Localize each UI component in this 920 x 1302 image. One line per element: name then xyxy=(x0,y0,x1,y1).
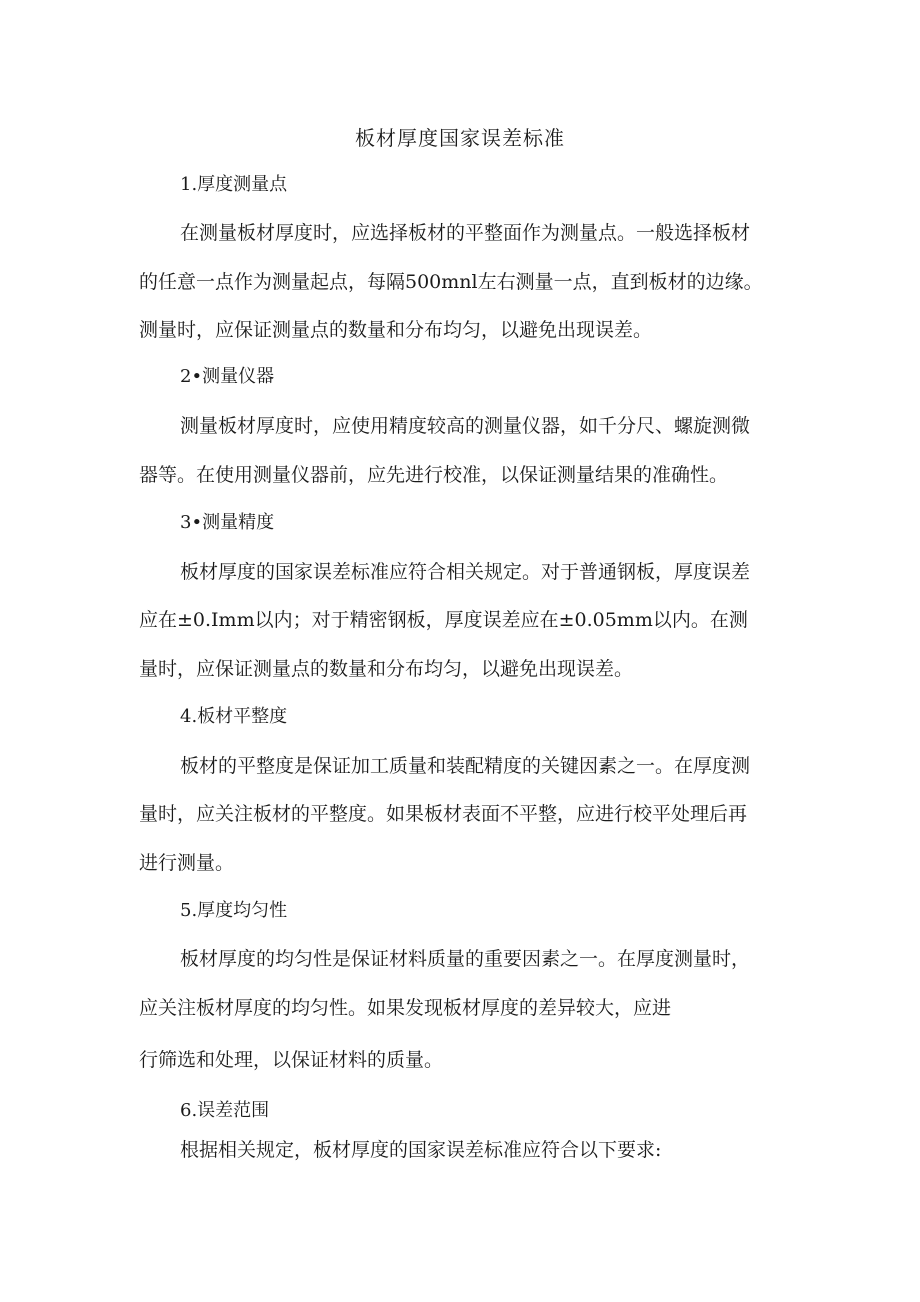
paragraph-line: 进行测量。 xyxy=(139,852,235,874)
paragraph-line: 的任意一点作为测量起点，每隔500mnl左右测量一点，直到板材的边缘。 xyxy=(139,271,763,293)
section-heading-6: 6.误差范围 xyxy=(180,1100,270,1121)
section-heading-2: 2•测量仪器 xyxy=(180,366,275,387)
paragraph-line: 板材的平整度是保证加工质量和装配精度的关键因素之一。在厚度测 xyxy=(180,755,751,777)
paragraph-line: 测量板材厚度时，应使用精度较高的测量仪器，如千分尺、螺旋测微 xyxy=(180,415,751,437)
paragraph-line: 量时，应保证测量点的数量和分布均匀，以避免出现误差。 xyxy=(139,658,634,680)
paragraph-line: 器等。在使用测量仪器前，应先进行校准，以保证测量结果的准确性。 xyxy=(139,464,729,486)
section-heading-1: 1.厚度测量点 xyxy=(180,174,288,195)
paragraph-line: 在测量板材厚度时，应选择板材的平整面作为测量点。一般选择板材 xyxy=(180,222,751,244)
paragraph-line: 板材厚度的均匀性是保证材料质量的重要因素之一。在厚度测量时， xyxy=(180,948,751,970)
paragraph-line: 板材厚度的国家误差标准应符合相关规定。对于普通钢板，厚度误差 xyxy=(180,561,751,583)
paragraph-line: 测量时，应保证测量点的数量和分布均匀，以避免出现误差。 xyxy=(139,319,653,341)
paragraph-line: 应关注板材厚度的均匀性。如果发现板材厚度的差异较大，应进 xyxy=(139,997,672,1019)
paragraph-line: 行筛选和处理，以保证材料的质量。 xyxy=(139,1049,444,1071)
section-heading-3: 3•测量精度 xyxy=(180,512,275,533)
section-heading-5: 5.厚度均匀性 xyxy=(180,900,288,921)
paragraph-line: 应在±0.Imm以内；对于精密钢板，厚度误差应在±0.05mm以内。在测 xyxy=(139,609,748,631)
document-title: 板材厚度国家误差标准 xyxy=(355,126,565,150)
section-heading-4: 4.板材平整度 xyxy=(180,706,288,727)
paragraph-line: 量时，应关注板材的平整度。如果板材表面不平整，应进行校平处理后再 xyxy=(139,803,748,825)
paragraph-line: 根据相关规定，板材厚度的国家误差标准应符合以下要求: xyxy=(180,1139,662,1161)
